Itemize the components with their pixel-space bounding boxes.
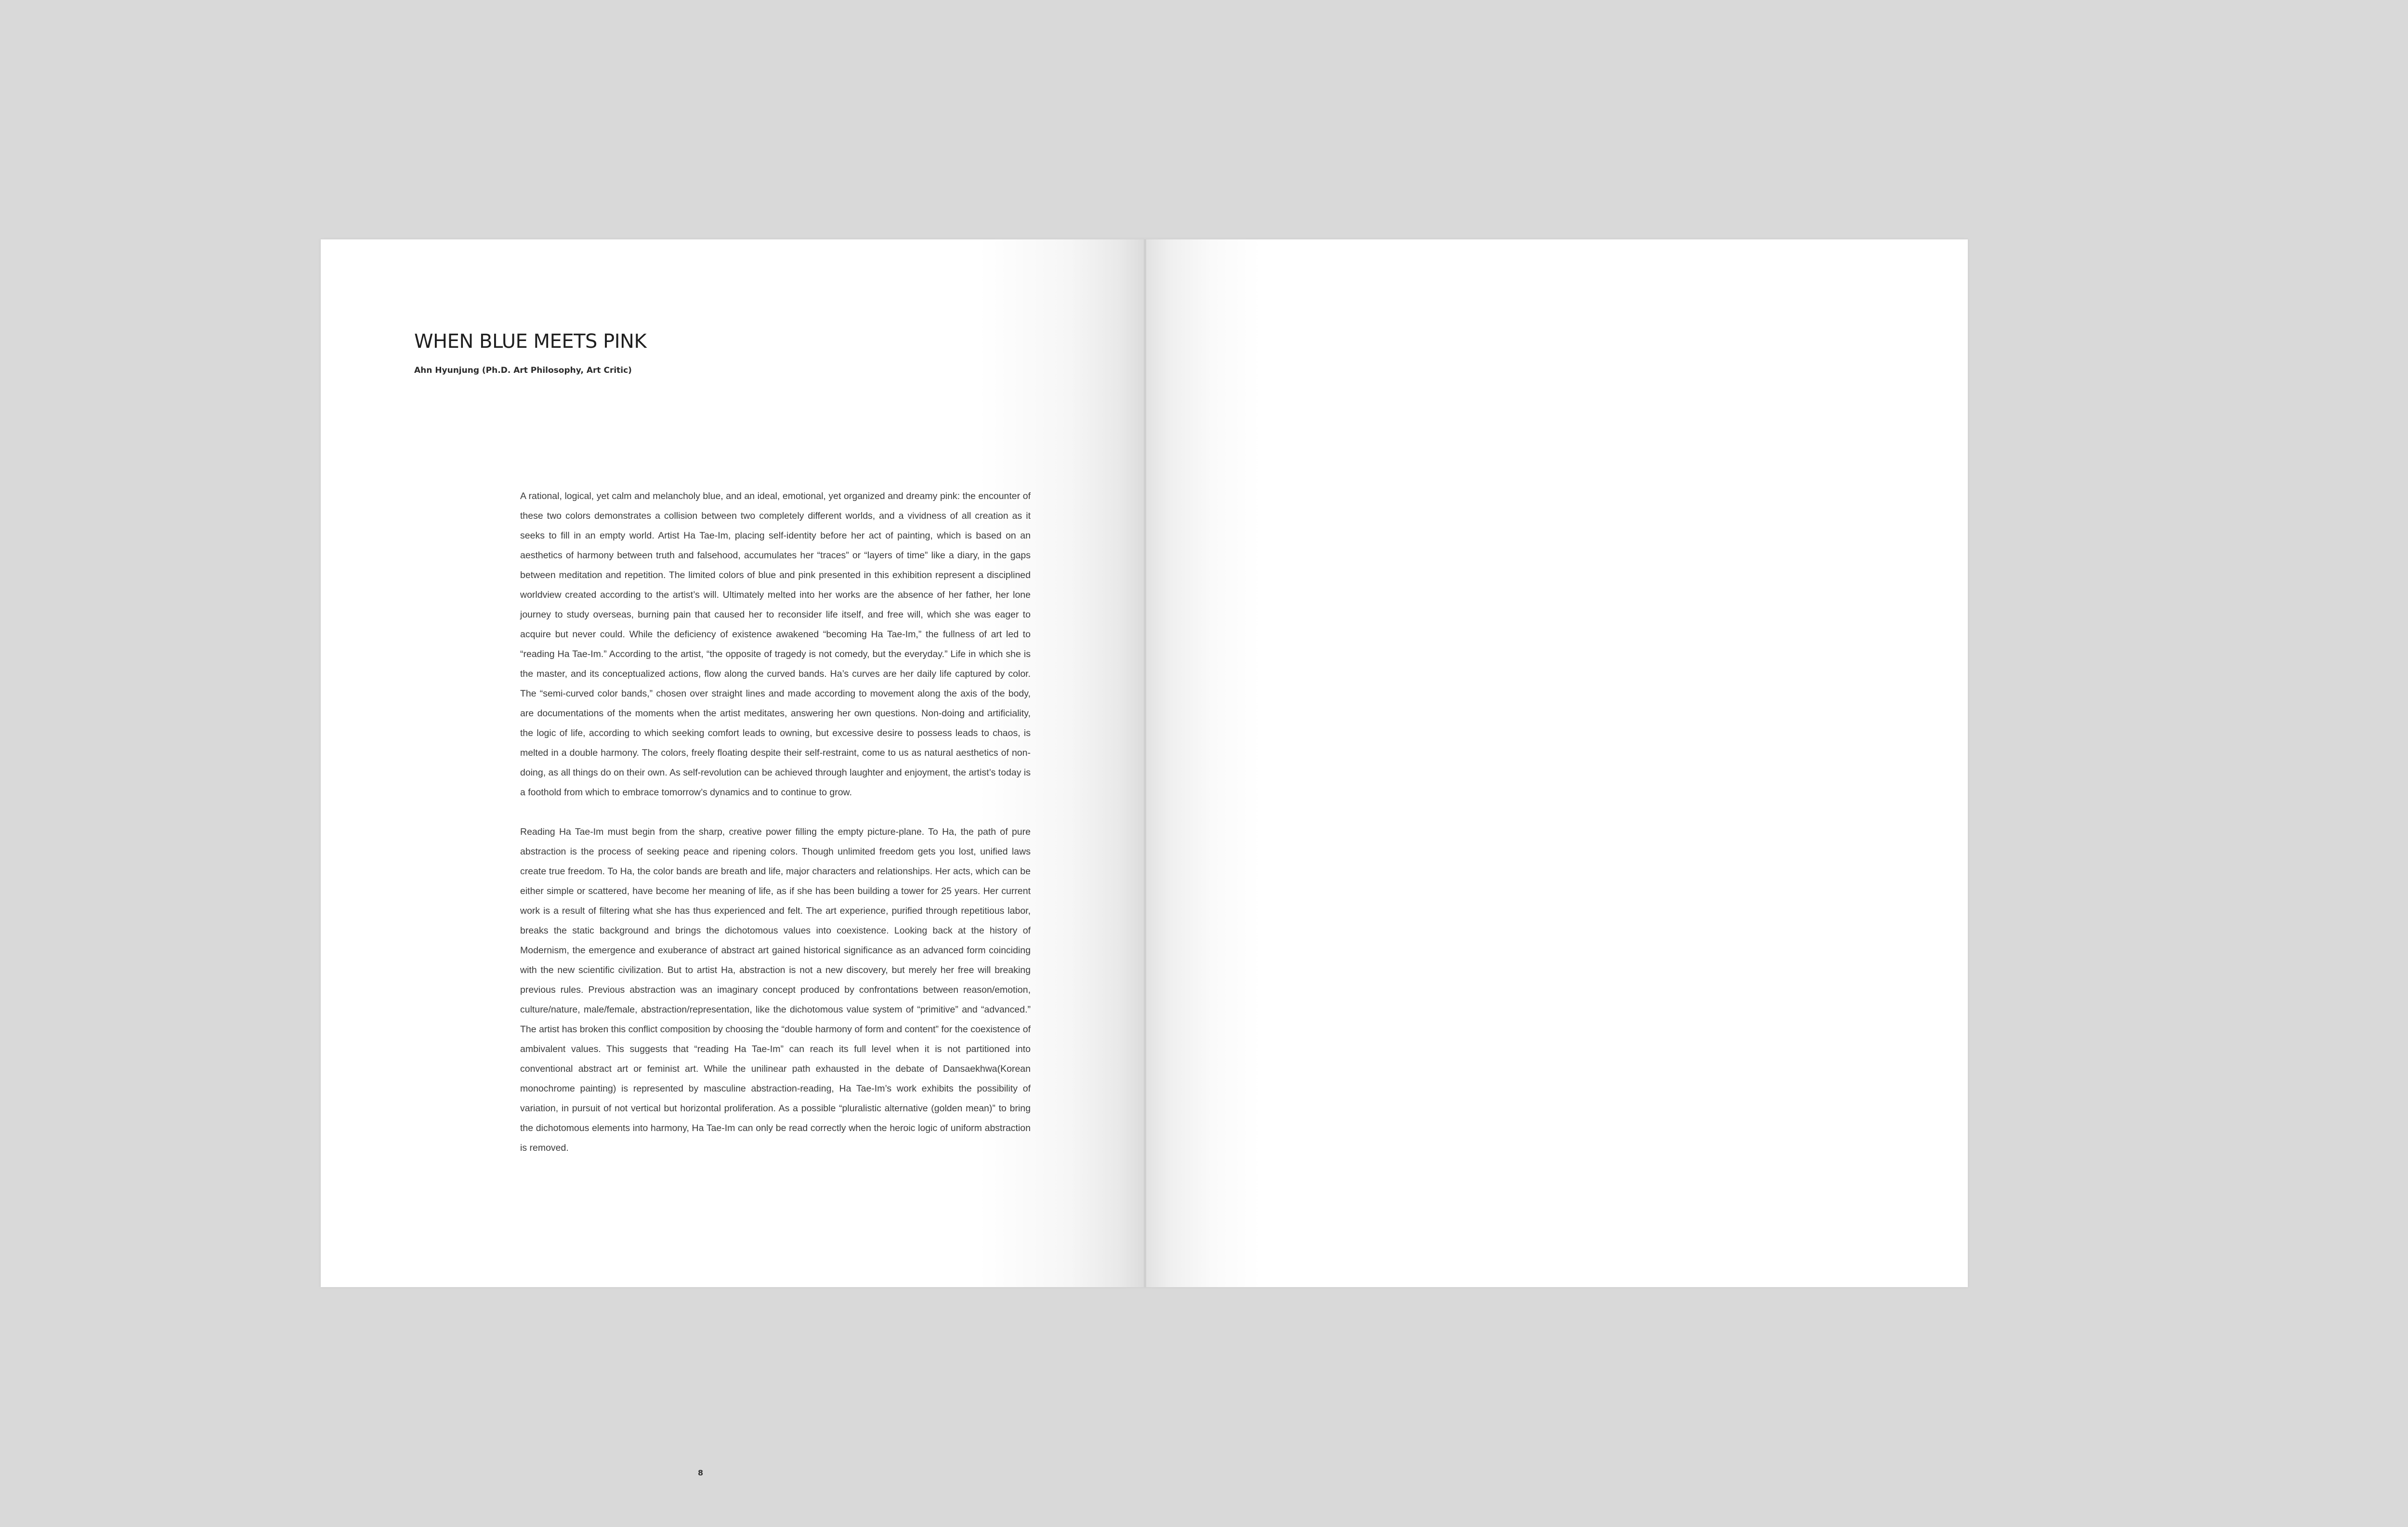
body-paragraph: A rational, logical, yet calm and melancholy blue, and an ideal, emotional, yet organized and dreamy pink: the encounter of these two colors demonstrates a collision between two completely different worlds, and a vividness of all creation as it seeks to fill in an empty world. Artist Ha Tae-Im, placing self-identity before her act of painting, which is based on an aesthetics of harmony between truth and falsehood, accumulates her “traces” or “layers of time” like a diary, in the gaps between meditation and repetition. The limited colors of blue and pink presented in this exhibition represent a disciplined worldview created according to the artist’s will. Ultimately melted into her works are the absence of her father, her lone journey to study overseas, burning pain that caused her to reconsider life itself, and free will, which she was eager to acquire but never could. While the deficiency of existence awakened “becoming Ha Tae-Im,” the fullness of art led to “reading Ha Tae-Im.” According to the artist, “the opposite of tragedy is not comedy, but the everyday.” Life in which she is the master, and its conceptualized actions, flow along the curved bands. Ha’s curves are her daily life captured by color. The “semi-curved color bands,” chosen over straight lines and made according to movement along the axis of the body, are documentations of the moments when the artist meditates, answering her own questions. Non-doing and artificiality, the logic of life, according to which seeking comfort leads to owning, but excessive desire to possess leads to chaos, is melted in a double harmony. The colors, freely floating despite their self-restraint, come to us as natural aesthetics of non-doing, as all things do on their own. As self-revolution can be achieved through laughter and enjoyment, the artist’s today is a foothold from which to embrace tomorrow’s dynamics and to continue to grow. <box>520 491 1031 798</box>
article-title: WHEN BLUE MEETS PINK <box>414 330 647 353</box>
article-body <box>520 487 1031 1178</box>
body-paragraph: Reading Ha Tae-Im must begin from the sharp, creative power filling the empty picture-plane. To Ha, the path of pure abstraction is the process of seeking peace and ripening colors. Though unlimited freedom gets you lost, unified laws create true freedom. To Ha, the color bands are breath and life, major characters and relationships. Her acts, which can be either simple or scattered, have become her meaning of life, as if she has been building a tower for 25 years. Her current work is a result of filtering what she has thus experienced and felt. The art experience, purified through repetitious labor, breaks the static background and brings the dichotomous values into coexistence. Looking back at the history of Modernism, the emergence and exuberance of abstract art gained historical significance as an advanced form coinciding with the new scientific civilization. But to artist Ha, abstraction is not a new discovery, but merely her free will breaking previous rules. Previous abstraction was an imaginary concept produced by confrontations between reason/emotion, culture/nature, male/female, abstraction/representation, like the dichotomous value system of “primitive” and “advanced.” The artist has broken this conflict composition by choosing the “double harmony of form and content” for the coexistence of ambivalent values. This suggests that “reading Ha Tae-Im” can reach its full level when it is not partitioned into conventional abstract art or feminist art. While the unilinear path exhausted in the debate of Dansaekhwa(Korean monochrome painting) is represented by masculine abstraction-reading, Ha Tae-Im’s work exhibits the possibility of variation, in pursuit of not vertical but horizontal proliferation. As a possible “pluralistic alternative (golden mean)” to bring the dichotomous elements into harmony, Ha Tae-Im can only be read correctly when the heroic logic of uniform abstraction is removed. <box>520 827 1031 1153</box>
right-page <box>1146 239 1968 1287</box>
page-number-left: 8 <box>698 1468 704 1477</box>
book-spread <box>321 239 1968 1477</box>
author-byline: Ahn Hyunjung (Ph.D. Art Philosophy, Art Critic) <box>414 366 632 375</box>
left-page <box>321 239 1144 1477</box>
